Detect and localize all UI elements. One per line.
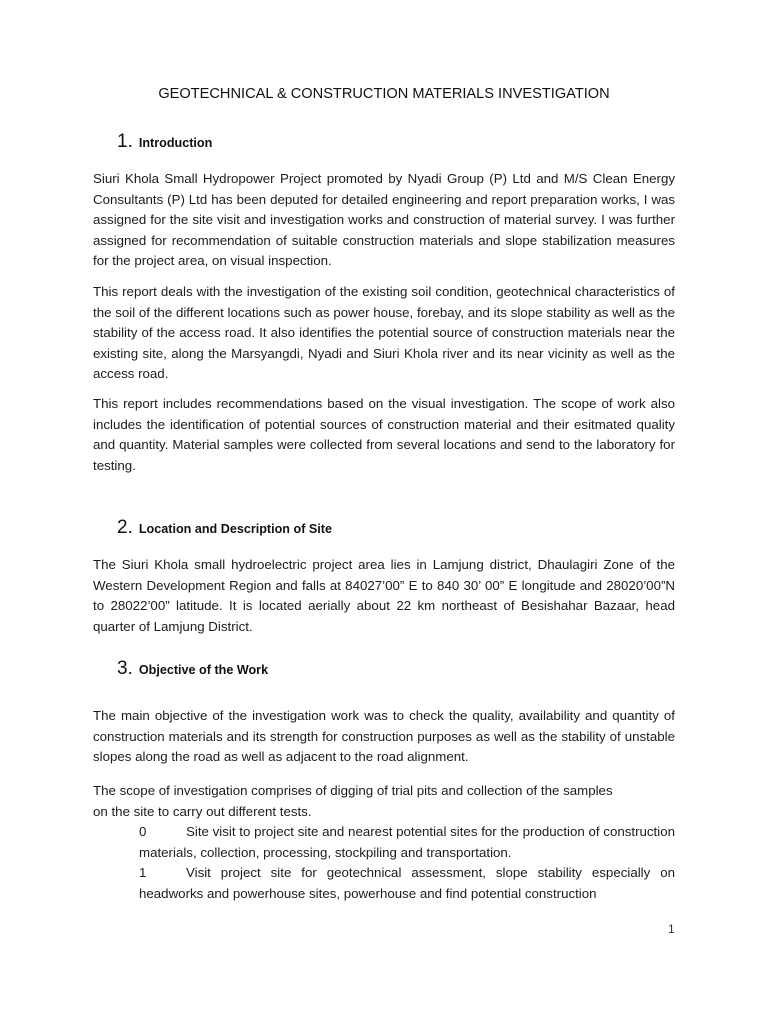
section-title: Objective of the Work xyxy=(138,663,269,677)
list-item xyxy=(139,863,675,904)
section-heading-objective xyxy=(117,658,268,680)
page-number: 1 xyxy=(668,922,675,936)
section-title: Introduction xyxy=(138,136,213,150)
scope-intro-line: The scope of investigation comprises of digging of trial pits and collection of the samples xyxy=(93,783,613,798)
list-text: Site visit to project site and nearest potential sites for the production of construction materials, collection, processing, stockpiling and transportation. xyxy=(139,824,675,860)
section-number: 1. xyxy=(117,131,133,152)
paragraph: The Siuri Khola small hydroelectric project area lies in Lamjung district, Dhaulagiri Zone of the Western Development Region and falls at 84027’00” E to 840 30’ 00” E longitude and 28020’00”N to 28022’00” latitude. It is located aerially about 22 km northeast of Besishahar Bazaar, head quarter of Lamjung District. xyxy=(93,557,675,634)
paragraph: This report includes recommendations based on the visual investigation. The scope of work also includes the identification of potential sources of construction material and their esitmated quality and quantity. Material samples were collected from several locations and send to the laboratory for testing. xyxy=(93,396,675,473)
list-marker: 0 xyxy=(139,824,147,839)
section-heading-introduction xyxy=(117,131,212,153)
paragraph: The main objective of the investigation work was to check the quality, availability and quantity of construction materials and its strength for construction purposes as well as the stability of unstable slopes along the road as well as adjacent to the road alignment. xyxy=(93,708,675,765)
scope-intro-line: on the site to carry out different tests. xyxy=(93,803,312,819)
paragraph: Siuri Khola Small Hydropower Project promoted by Nyadi Group (P) Ltd and M/S Clean Energy Consultants (P) Ltd has been deputed for detailed engineering and report preparation works, I was assigned for the site visit and investigation works and construction of material survey. I was further assigned for recommendation of suitable construction materials and slope stabilization measures for the project area, on visual inspection. xyxy=(93,171,675,269)
section-number: 3. xyxy=(117,658,133,679)
scope-intro xyxy=(93,781,675,822)
section-title: Location and Description of Site xyxy=(138,522,332,536)
list-text: Visit project site for geotechnical assessment, slope stability especially on headworks and powerhouse sites, powerhouse and find potential construction xyxy=(139,865,675,901)
list-marker: 1 xyxy=(139,865,147,880)
document-title: GEOTECHNICAL & CONSTRUCTION MATERIALS INVESTIGATION xyxy=(158,86,610,102)
paragraph: This report deals with the investigation of the existing soil condition, geotechnical characteristics of the soil of the different locations such as power house, forebay, and its slope stability as well as the stability of the access road. It also identifies the potential source of construction materials near the existing site, along the Marsyangdi, Nyadi and Siuri Khola river and its near vicinity as well as the access road. xyxy=(93,284,675,382)
list-item xyxy=(139,822,675,863)
section-heading-location xyxy=(117,517,332,539)
section-number: 2. xyxy=(117,517,133,538)
